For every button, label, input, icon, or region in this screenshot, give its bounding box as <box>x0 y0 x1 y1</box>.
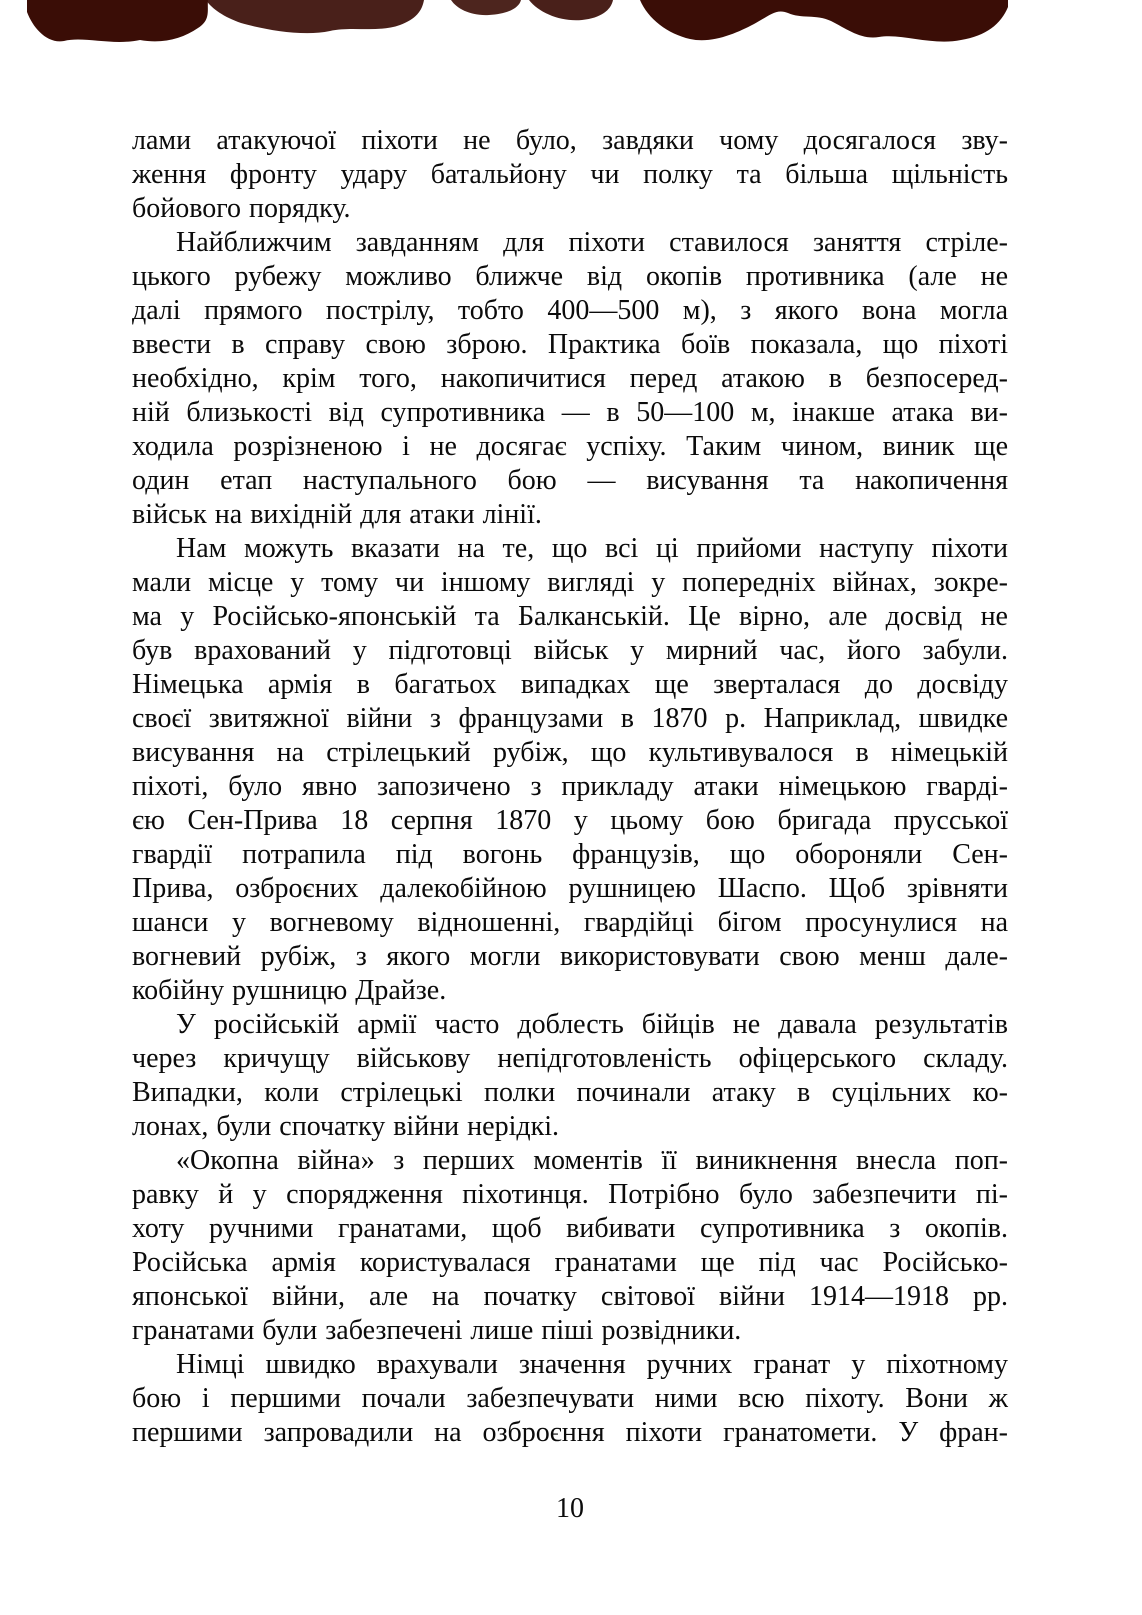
text-line: один етап наступального бою — висування та накопичення <box>132 465 1008 496</box>
text-line: Німці швидко врахували значення ручних гранат у піхотному <box>176 1349 1008 1380</box>
text-line: далі прямого пострілу, тобто 400—500 м), з якого вона могла <box>132 295 1008 326</box>
text-line: японської війни, але на початку світової війни 1914—1918 рр. <box>132 1281 1008 1312</box>
text-line: ходила розрізненою і не досягає успіху. Таким чином, виник ще <box>132 431 1008 462</box>
text-line: лонах, були спочатку війни нерідкі. <box>132 1111 559 1142</box>
text-line: равку й у спорядження піхотинця. Потрібно було забезпечити пі- <box>132 1179 1008 1210</box>
page-text <box>132 124 1008 1450</box>
text-line: Прива, озброєних далекобійною рушницею Шаспо. Щоб зрівняти <box>132 873 1008 904</box>
text-line: цького рубежу можливо ближче від окопів противника (але не <box>132 261 1008 292</box>
paragraph <box>132 124 1008 226</box>
text-line: піхоті, було явно запозичено з прикладу атаки німецькою гварді- <box>132 771 1008 802</box>
text-line: був врахований у підготовці військ у мирний час, його забули. <box>132 635 1008 666</box>
text-line: Найближчим завданням для піхоти ставилося заняття стріле- <box>176 227 1008 258</box>
text-line: У російській армії часто доблесть бійців не давала результатів <box>176 1009 1008 1040</box>
paragraph <box>132 1008 1008 1144</box>
text-line: бойового порядку. <box>132 193 351 224</box>
text-line: першими запровадили на озброєння піхоти гранатомети. У фран- <box>132 1417 1008 1448</box>
scan-artifact-top <box>0 0 1142 56</box>
text-line: мали місце у тому чи іншому вигляді у попередніх війнах, зокре- <box>132 567 1008 598</box>
paragraph <box>132 1144 1008 1348</box>
paragraph <box>132 226 1008 532</box>
text-line: гвардії потрапила під вогонь французів, що обороняли Сен- <box>132 839 1008 870</box>
text-line: «Окопна війна» з перших моментів її виникнення внесла поп- <box>176 1145 1008 1176</box>
text-line: бою і першими почали забезпечувати ними всю піхоту. Вони ж <box>132 1383 1008 1414</box>
text-line: необхідно, крім того, накопичитися перед атакою в безпосеред- <box>132 363 1008 394</box>
text-line: єю Сен-Прива 18 серпня 1870 у цьому бою бригада прусської <box>132 805 1008 836</box>
text-line: ма у Російсько-японській та Балканській. Це вірно, але досвід не <box>132 601 1008 632</box>
text-line: висування на стрілецький рубіж, що культивувалося в німецькій <box>132 737 1008 768</box>
text-line: Російська армія користувалася гранатами ще під час Російсько- <box>132 1247 1008 1278</box>
text-line: вогневий рубіж, з якого могли використовувати свою менш дале- <box>132 941 1008 972</box>
text-line: Німецька армія в багатьох випадках ще зверталася до досвіду <box>132 669 1008 700</box>
text-line: лами атакуючої піхоти не було, завдяки чому досягалося зву- <box>132 125 1008 156</box>
paragraph <box>132 532 1008 1008</box>
page-number: 10 <box>556 1493 584 1524</box>
text-line: Випадки, коли стрілецькі полки починали атаку в суцільних ко- <box>132 1077 1008 1108</box>
text-line: військ на вихідній для атаки лінії. <box>132 499 542 530</box>
paragraph <box>132 1348 1008 1450</box>
text-line: хоту ручними гранатами, щоб вибивати супротивника з окопів. <box>132 1213 1008 1244</box>
text-line: шанси у вогневому відношенні, гвардійці бігом просунулися на <box>132 907 1008 938</box>
text-line: гранатами були забезпечені лише піші розвідники. <box>132 1315 742 1346</box>
text-line: кобійну рушницю Драйзе. <box>132 975 447 1006</box>
text-line: ввести в справу свою зброю. Практика боїв показала, що піхоті <box>132 329 1008 360</box>
text-line: ній близькості від супротивника — в 50—100 м, інакше атака ви- <box>132 397 1008 428</box>
text-line: через кричущу військову непідготовленість офіцерського складу. <box>132 1043 1008 1074</box>
text-line: своєї звитяжної війни з французами в 1870 р. Наприклад, швидке <box>132 703 1008 734</box>
text-line: ження фронту удару батальйону чи полку та більша щільність <box>132 159 1008 190</box>
text-line: Нам можуть вказати на те, що всі ці прийоми наступу піхоти <box>176 533 1008 564</box>
